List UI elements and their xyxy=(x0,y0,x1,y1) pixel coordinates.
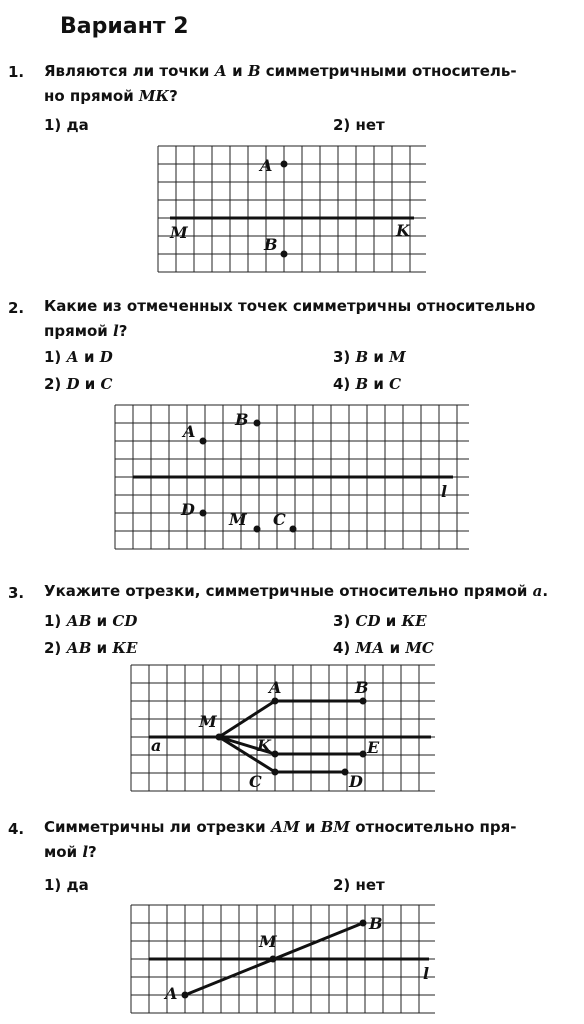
label-m: M xyxy=(229,510,247,529)
q4-option-1: 1) да xyxy=(44,876,89,894)
label-k: K xyxy=(257,736,271,755)
point-b xyxy=(360,920,367,927)
point-c xyxy=(290,526,297,533)
q2-option-2: 2) D и С xyxy=(44,375,113,393)
label-e: E xyxy=(367,738,380,757)
label-m: M xyxy=(259,932,277,951)
point-m xyxy=(254,526,261,533)
question-4-text: Симметричны ли отрезки АМ и ВМ относительно пря- мой l? xyxy=(44,818,517,861)
label-b: B xyxy=(369,914,383,933)
question-1-number: 1. xyxy=(8,63,25,81)
point-c xyxy=(272,769,279,776)
label-k: K xyxy=(396,221,410,240)
label-a: A xyxy=(165,984,178,1003)
label-a-line: a xyxy=(151,736,162,755)
q4-figure xyxy=(131,905,435,1013)
label-c: C xyxy=(249,772,262,791)
label-m: M xyxy=(199,712,217,731)
question-2-number: 2. xyxy=(8,299,25,317)
q1-figure xyxy=(158,146,426,272)
label-m: M xyxy=(170,223,188,242)
point-a xyxy=(182,992,189,999)
q2-option-3: 3) В и М xyxy=(333,348,406,366)
label-d: D xyxy=(349,772,363,791)
q3-option-2: 2) АВ и КЕ xyxy=(44,639,138,657)
point-b xyxy=(254,420,261,427)
point-a xyxy=(281,161,288,168)
point-d xyxy=(342,769,349,776)
point-m xyxy=(216,734,223,741)
question-4-number: 4. xyxy=(8,820,25,838)
label-l: l xyxy=(441,482,448,501)
point-a xyxy=(200,438,207,445)
question-3-text: Укажите отрезки, симметричные относительно прямой а. xyxy=(44,582,549,600)
q3-option-3: 3) CD и КЕ xyxy=(333,612,427,630)
label-b: B xyxy=(235,410,249,429)
q2-figure xyxy=(115,405,469,549)
label-b: B xyxy=(264,235,278,254)
q1-option-2: 2) нет xyxy=(333,116,385,134)
point-b xyxy=(281,251,288,258)
q1-option-1: 1) да xyxy=(44,116,89,134)
question-1-text: Являются ли точки А и В симметричными относитель- но прямой МК? xyxy=(44,62,517,105)
q3-figure xyxy=(131,665,435,791)
question-2-text: Какие из отмеченных точек симметричны относительно прямой l? xyxy=(44,297,536,340)
label-a: A xyxy=(269,678,282,697)
label-a: A xyxy=(183,422,196,441)
point-b xyxy=(360,698,367,705)
point-d xyxy=(200,510,207,517)
label-c: C xyxy=(273,510,286,529)
label-b: B xyxy=(355,678,369,697)
point-k xyxy=(272,751,279,758)
question-3-number: 3. xyxy=(8,584,25,602)
q2-option-1: 1) А и D xyxy=(44,348,113,366)
label-d: D xyxy=(181,500,195,519)
point-e xyxy=(360,751,367,758)
q3-option-4: 4) МА и МС xyxy=(333,639,434,657)
point-m xyxy=(270,956,277,963)
q3-option-1: 1) АВ и CD xyxy=(44,612,138,630)
grid xyxy=(158,146,426,272)
q2-option-4: 4) В и С xyxy=(333,375,402,393)
q4-option-2: 2) нет xyxy=(333,876,385,894)
label-l: l xyxy=(423,964,430,983)
page-title: Вариант 2 xyxy=(60,14,189,39)
label-a: A xyxy=(260,156,273,175)
point-a xyxy=(272,698,279,705)
